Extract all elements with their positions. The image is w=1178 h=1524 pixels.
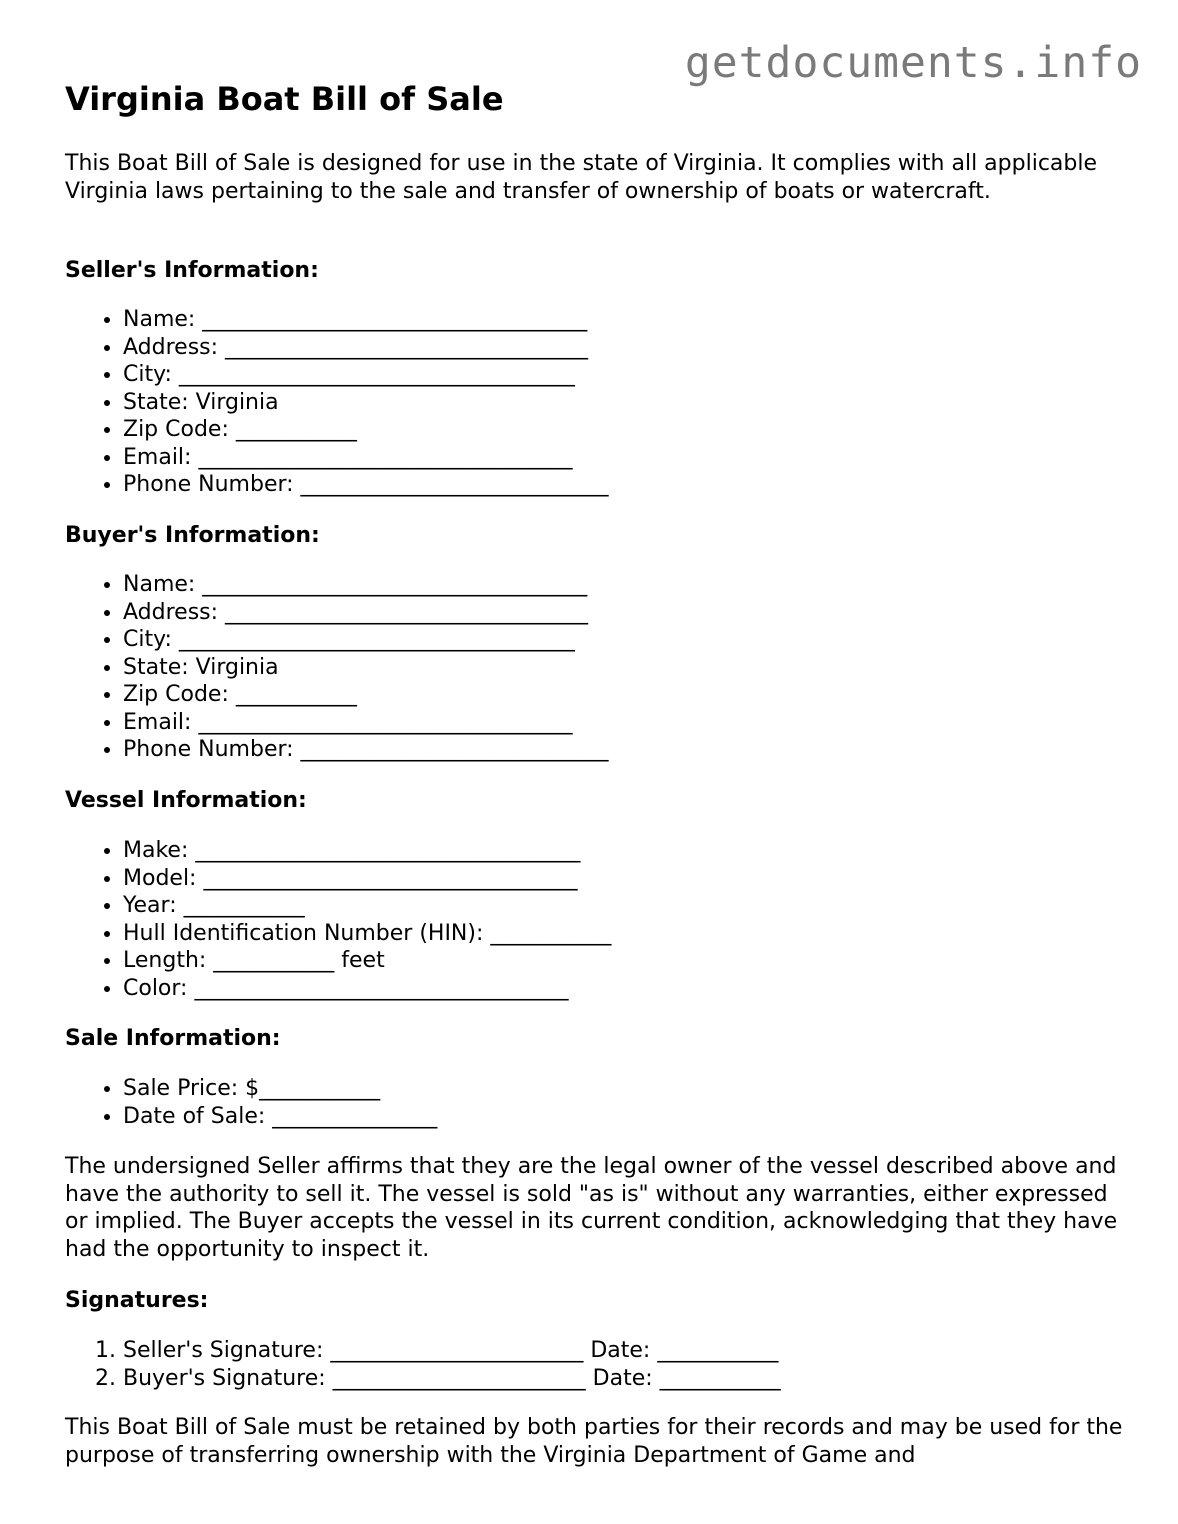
vessel-fields [65, 837, 611, 1002]
buyer-zip-field: • Zip Code: ___________ [123, 681, 609, 709]
vessel-model-field: • Model: __________________________________ [123, 865, 611, 893]
buyer-heading: Buyer's Information: [65, 523, 320, 548]
buyer-address-field: • Address: _________________________________ [123, 599, 609, 627]
sale-fields [65, 1075, 437, 1130]
closing-paragraph: This Boat Bill of Sale must be retained by both parties for their records and may be used for the purpose of transferring ownership with the Virginia Department of Game and [65, 1415, 1123, 1468]
seller-state-field: • State: Virginia [123, 389, 609, 417]
sale-heading: Sale Information: [65, 1026, 281, 1051]
watermark: getdocuments.info [684, 38, 1142, 88]
signatures-heading: Signatures: [65, 1288, 209, 1313]
buyer-city-field: • City: ____________________________________ [123, 626, 609, 654]
intro-paragraph: This Boat Bill of Sale is designed for use in the state of Virginia. It complies with all applicable Virginia laws pertaining to the sale and transfer of ownership of boats or watercraft. [65, 151, 1098, 204]
buyer-state-field: • State: Virginia [123, 654, 609, 682]
vessel-hin-field: • Hull Identification Number (HIN): ___________ [123, 920, 611, 948]
buyer-signature-field: 2. Buyer's Signature: _______________________ Date: ___________ [123, 1365, 781, 1393]
buyer-fields [65, 571, 609, 764]
buyer-name-field: • Name: ___________________________________ [123, 571, 609, 599]
vessel-heading: Vessel Information: [65, 788, 307, 813]
signature-fields [65, 1337, 781, 1392]
seller-city-field: • City: ____________________________________ [123, 361, 609, 389]
seller-zip-field: • Zip Code: ___________ [123, 416, 609, 444]
seller-fields [65, 306, 609, 499]
vessel-make-field: • Make: ___________________________________ [123, 837, 611, 865]
sale-price-field: • Sale Price: $___________ [123, 1075, 437, 1103]
seller-email-field: • Email: __________________________________ [123, 444, 609, 472]
seller-signature-field: 1. Seller's Signature: _______________________ Date: ___________ [123, 1337, 781, 1365]
buyer-email-field: • Email: __________________________________ [123, 709, 609, 737]
document-title: Virginia Boat Bill of Sale [65, 80, 504, 118]
vessel-year-field: • Year: ___________ [123, 892, 611, 920]
vessel-length-field: • Length: ___________ feet [123, 947, 611, 975]
seller-address-field: • Address: _________________________________ [123, 334, 609, 362]
affirmation-paragraph: The undersigned Seller affirms that they are the legal owner of the vessel described above and have the authority to sell it. The vessel is sold "as is" without any warranties, either expressed or implied. The Buyer accepts the vessel in its current condition, acknowledging that they have had the opportunity to inspect it. [65, 1154, 1118, 1262]
sale-date-field: • Date of Sale: _______________ [123, 1103, 437, 1131]
seller-heading: Seller's Information: [65, 258, 319, 283]
seller-phone-field: • Phone Number: ____________________________ [123, 471, 609, 499]
vessel-color-field: • Color: __________________________________ [123, 975, 611, 1003]
seller-name-field: • Name: ___________________________________ [123, 306, 609, 334]
buyer-phone-field: • Phone Number: ____________________________ [123, 736, 609, 764]
